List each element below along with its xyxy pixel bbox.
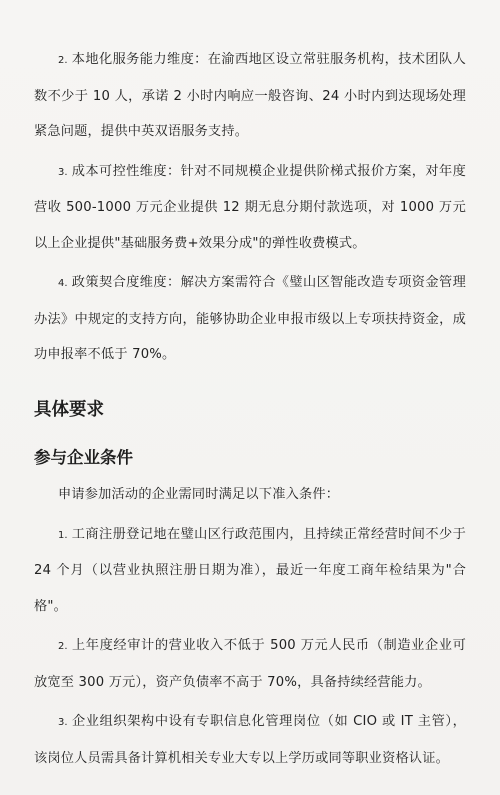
condition-item-1	[34, 517, 466, 625]
item-text: 本地化服务能力维度：在渝西地区设立常驻服务机构，技术团队人数不少于 10 人，承诺 2 小时内响应一般咨询、24 小时内到达现场处理紧急问题，提供中英双语服务支持。	[34, 52, 466, 139]
item-number: 4.	[58, 278, 68, 289]
heading-participation-conditions: 参与企业条件	[34, 448, 133, 467]
conditions-intro: 申请参加活动的企业需同时满足以下准入条件：	[58, 487, 340, 502]
evaluation-dimensions-section	[34, 42, 466, 373]
dimension-item-4	[34, 265, 466, 373]
heading-specific-requirements: 具体要求	[34, 400, 104, 420]
condition-item-2	[34, 628, 466, 700]
item-number: 3.	[58, 717, 68, 728]
item-number: 1.	[58, 529, 68, 541]
item-text: 上年度经审计的营业收入不低于 500 万元人民币（制造业企业可放宽至 300 万元），资产负债率不高于 70%，具备持续经营能力。	[34, 638, 466, 690]
item-number: 3.	[58, 166, 68, 178]
conditions-section	[34, 477, 466, 776]
item-text: 成本可控性维度：针对不同规模企业提供阶梯式报价方案，对年度营收 500-1000 万元企业提供 12 期无息分期付款选项，对 1000 万元以上企业提供"基础服务费+效果分成"的弹性收费模式。	[34, 163, 466, 251]
item-text: 工商注册登记地在璧山区行政范围内，且持续正常经营时间不少于 24 个月（以营业执照注册日期为准），最近一年度工商年检结果为"合格"。	[34, 526, 466, 614]
item-text: 企业组织架构中设有专职信息化管理岗位（如 CIO 或 IT 主管），该岗位人员需具备计算机相关专业大专以上学历或同等职业资格认证。	[34, 714, 466, 766]
item-text: 政策契合度维度：解决方案需符合《璧山区智能改造专项资金管理办法》中规定的支持方向，能够协助企业申报市级以上专项扶持资金，成功申报率不低于 70%。	[34, 275, 466, 362]
dimension-item-2	[34, 42, 466, 150]
dimension-item-3	[34, 154, 466, 262]
item-number: 2.	[58, 641, 68, 652]
condition-item-3	[34, 704, 466, 776]
item-number: 2.	[58, 55, 68, 66]
